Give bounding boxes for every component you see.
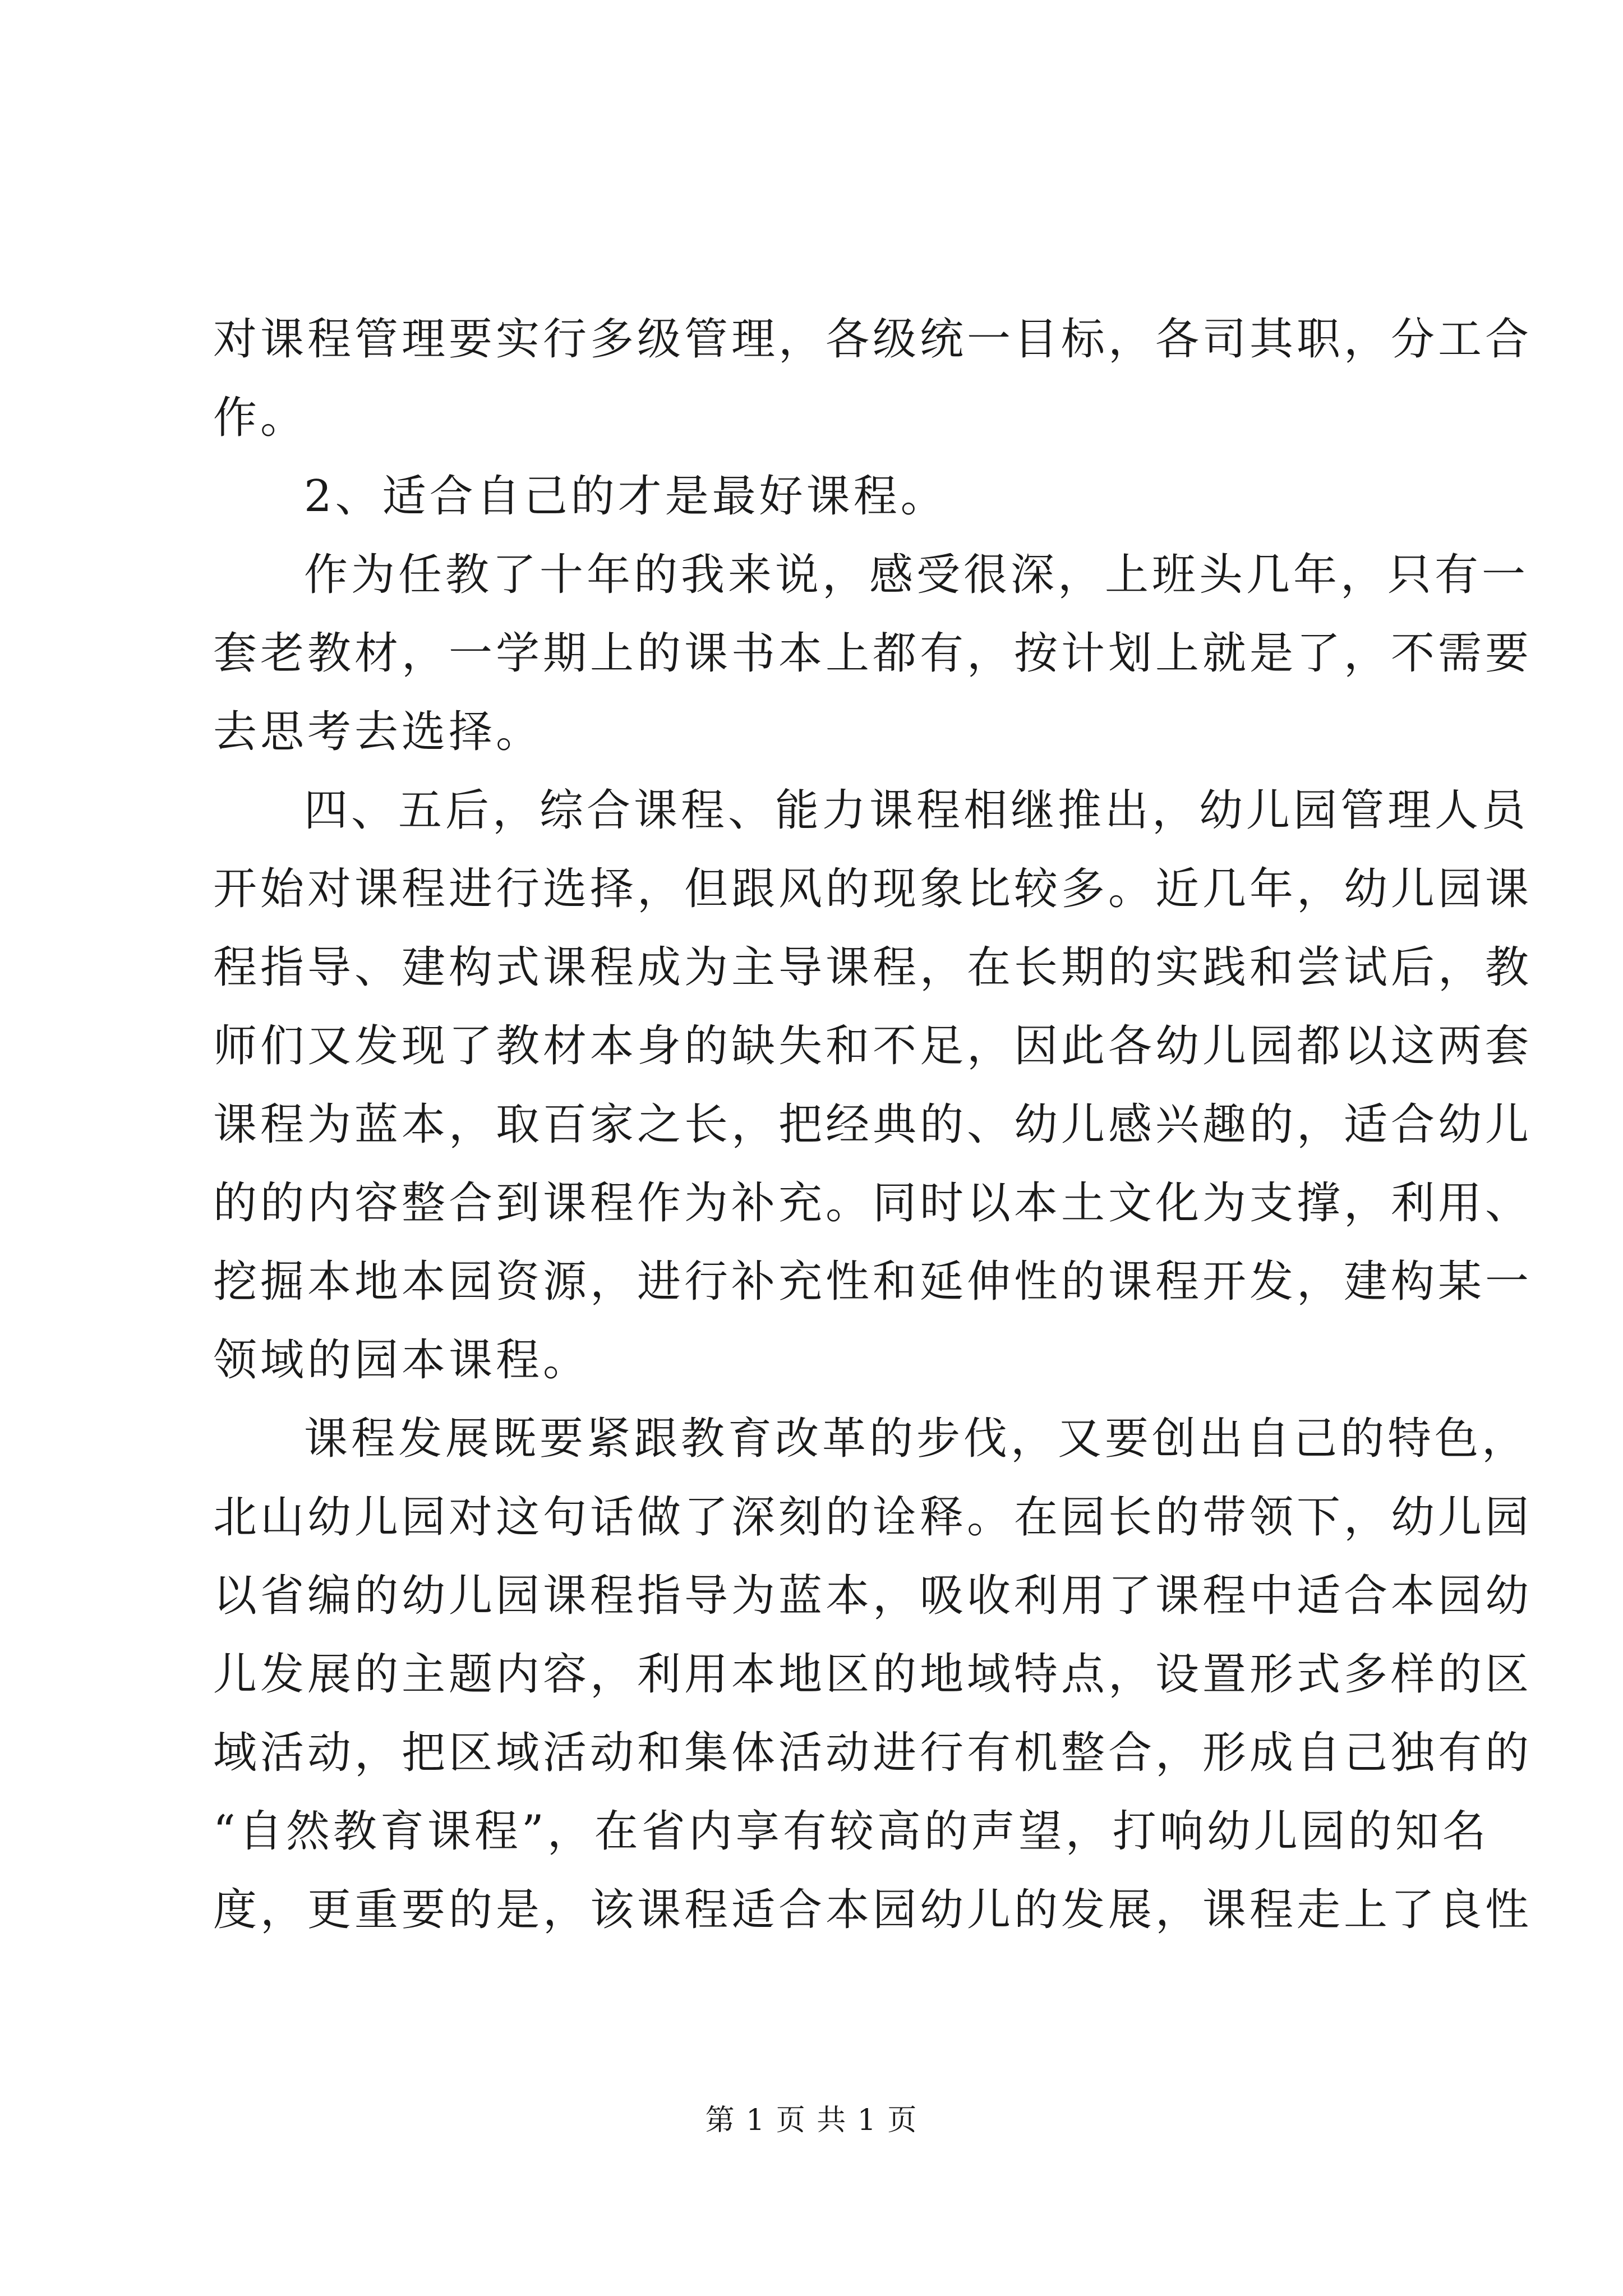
text-line: 儿发展的主题内容，利用本地区的地域特点，设置形式多样的区 bbox=[213, 1649, 1533, 1700]
text-line: 师们又发现了教材本身的缺失和不足，因此各幼儿园都以这两套 bbox=[213, 1021, 1533, 1071]
text-line: 北山幼儿园对这句话做了深刻的诠释。在园长的带领下，幼儿园 bbox=[213, 1492, 1533, 1543]
text-line: 作。 bbox=[213, 393, 308, 443]
paragraph-start-line: 作为任教了十年的我来说，感受很深，上班头几年，只有一 bbox=[304, 550, 1529, 600]
text-line: 挖掘本地本园资源，进行补充性和延伸性的课程开发，建构某一 bbox=[213, 1257, 1533, 1307]
text-line: “自然教育课程”，在省内享有较高的声望，打响幼儿园的知名 bbox=[213, 1806, 1490, 1857]
text-line: 课程为蓝本，取百家之长，把经典的、幼儿感兴趣的，适合幼儿 bbox=[213, 1099, 1533, 1150]
text-line: 程指导、建构式课程成为主导课程，在长期的实践和尝试后，教 bbox=[213, 942, 1533, 993]
text-line: 度，更重要的是，该课程适合本园幼儿的发展，课程走上了良性 bbox=[213, 1885, 1533, 1935]
text-line: 域活动，把区域活动和集体活动进行有机整合，形成自己独有的 bbox=[213, 1728, 1533, 1778]
paragraph-start-line: 四、五后，综合课程、能力课程相继推出，幼儿园管理人员 bbox=[304, 785, 1529, 836]
paragraph-start-line: 课程发展既要紧跟教育改革的步伐，又要创出自己的特色， bbox=[304, 1414, 1529, 1464]
text-line: 对课程管理要实行多级管理，各级统一目标，各司其职，分工合 bbox=[213, 314, 1533, 365]
document-body bbox=[213, 300, 1533, 1949]
text-line: 套老教材，一学期上的课书本上都有，按计划上就是了，不需要 bbox=[213, 628, 1533, 679]
section-heading: 2、适合自己的才是最好课程。 bbox=[304, 471, 948, 522]
text-line: 领域的园本课程。 bbox=[213, 1335, 591, 1386]
page-number-footer: 第 1 页 共 1 页 bbox=[705, 2104, 918, 2137]
text-line: 去思考去选择。 bbox=[213, 707, 543, 757]
text-line: 开始对课程进行选择，但跟风的现象比较多。近几年，幼儿园课 bbox=[213, 864, 1533, 914]
text-line: 以省编的幼儿园课程指导为蓝本，吸收利用了课程中适合本园幼 bbox=[213, 1571, 1533, 1621]
text-line: 的的内容整合到课程作为补充。同时以本土文化为支撑，利用、 bbox=[213, 1178, 1533, 1228]
